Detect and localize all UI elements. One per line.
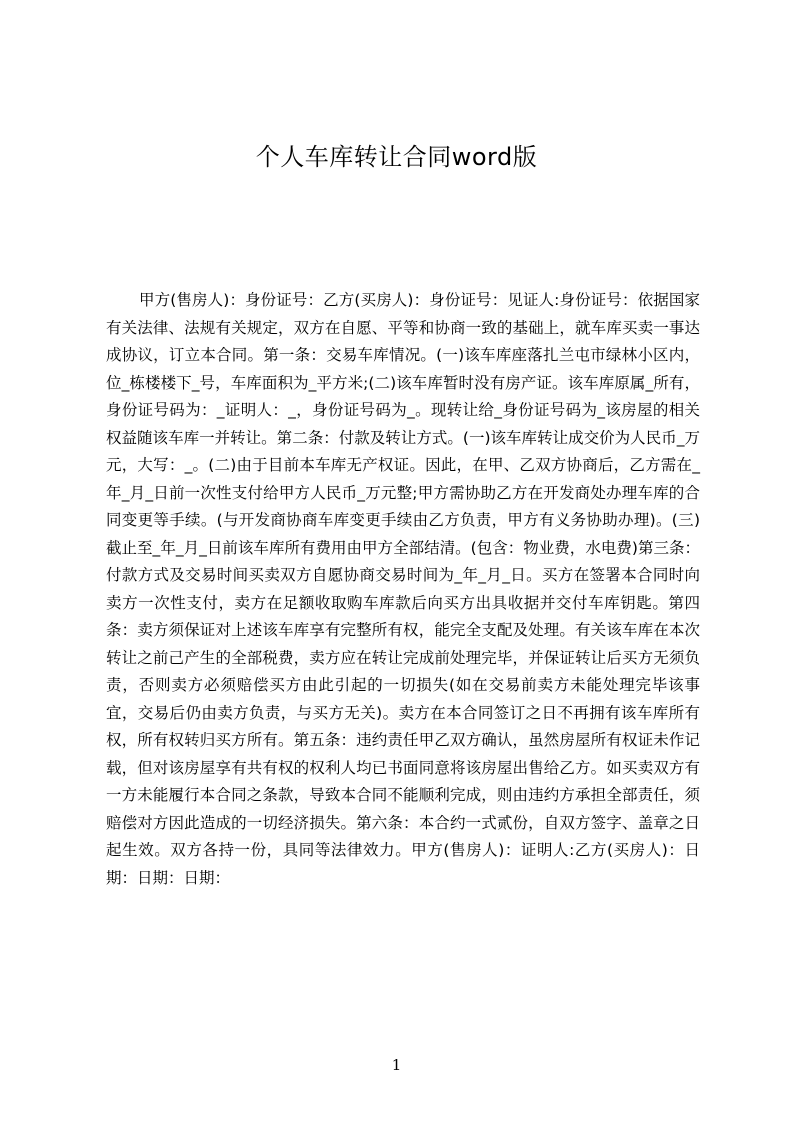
document-title: 个人车库转让合同word版 (255, 143, 538, 171)
document-body: 甲方(售房人)：身份证号：乙方(买房人)：身份证号：见证人:身份证号：依据国家有关法律、法规有关规定，双方在自愿、平等和协商一致的基础上，就车库买卖一事达成协议，订立本合同。第一条：交易车库情况。(一)该车库座落扎兰屯市绿林小区内，位_栋楼楼下_号，车库面积为_平方米;(二)该车库暂时没有房产证。该车库原属_所有，身份证号码为：_证明人：_，身份证号码为_。现转让给_身份证号码为_该房屋的相关权益随该车库一并转让。第二条：付款及转让方式。(一)该车库转让成交价为人民币_万元，大写：_。(二)由于目前本车库无产权证。因此，在甲、乙双方协商后，乙方需在_年_月_日前一次性支付给甲方人民币_万元整;甲方需协助乙方在开发商处办理车库的合同变更等手续。(与开发商协商车库变更手续由乙方负责，甲方有义务协助办理)。(三)截止至_年_月_日前该车库所有费用由甲方全部结清。(包含：物业费，水电费)第三条：付款方式及交易时间买卖双方自愿协商交易时间为_年_月_日。买方在签署本合同时向卖方一次性支付，卖方在足额收取购车库款后向买方出具收据并交付车库钥匙。第四条：卖方须保证对上述该车库享有完整所有权，能完全支配及处理。有关该车库在本次转让之前己产生的全部税费，卖方应在转让完成前处理完毕，并保证转让后买方无须负责，否则卖方必须赔偿买方由此引起的一切损失(如在交易前卖方未能处理完毕该事宜，交易后仍由卖方负责，与买方无关)。卖方在本合同签订之日不再拥有该车库所有权，所有权转归买方所有。第五条：违约责任甲乙双方确认，虽然房屋所有权证未作记载，但对该房屋享有共有权的权利人均已书面同意将该房屋出售给乙方。如买卖双方有一方未能履行本合同之条款，导致本合同不能顺利完成，则由违约方承担全部责任，须赔偿对方因此造成的一切经济损失。第六条：本合约一式贰份，自双方签字、盖章之日起生效。双方各持一份，具同等法律效力。甲方(售房人)：证明人:乙方(买房人)：日期：日期：日期： (106, 291, 700, 887)
page-number: 1 (391, 1056, 402, 1074)
